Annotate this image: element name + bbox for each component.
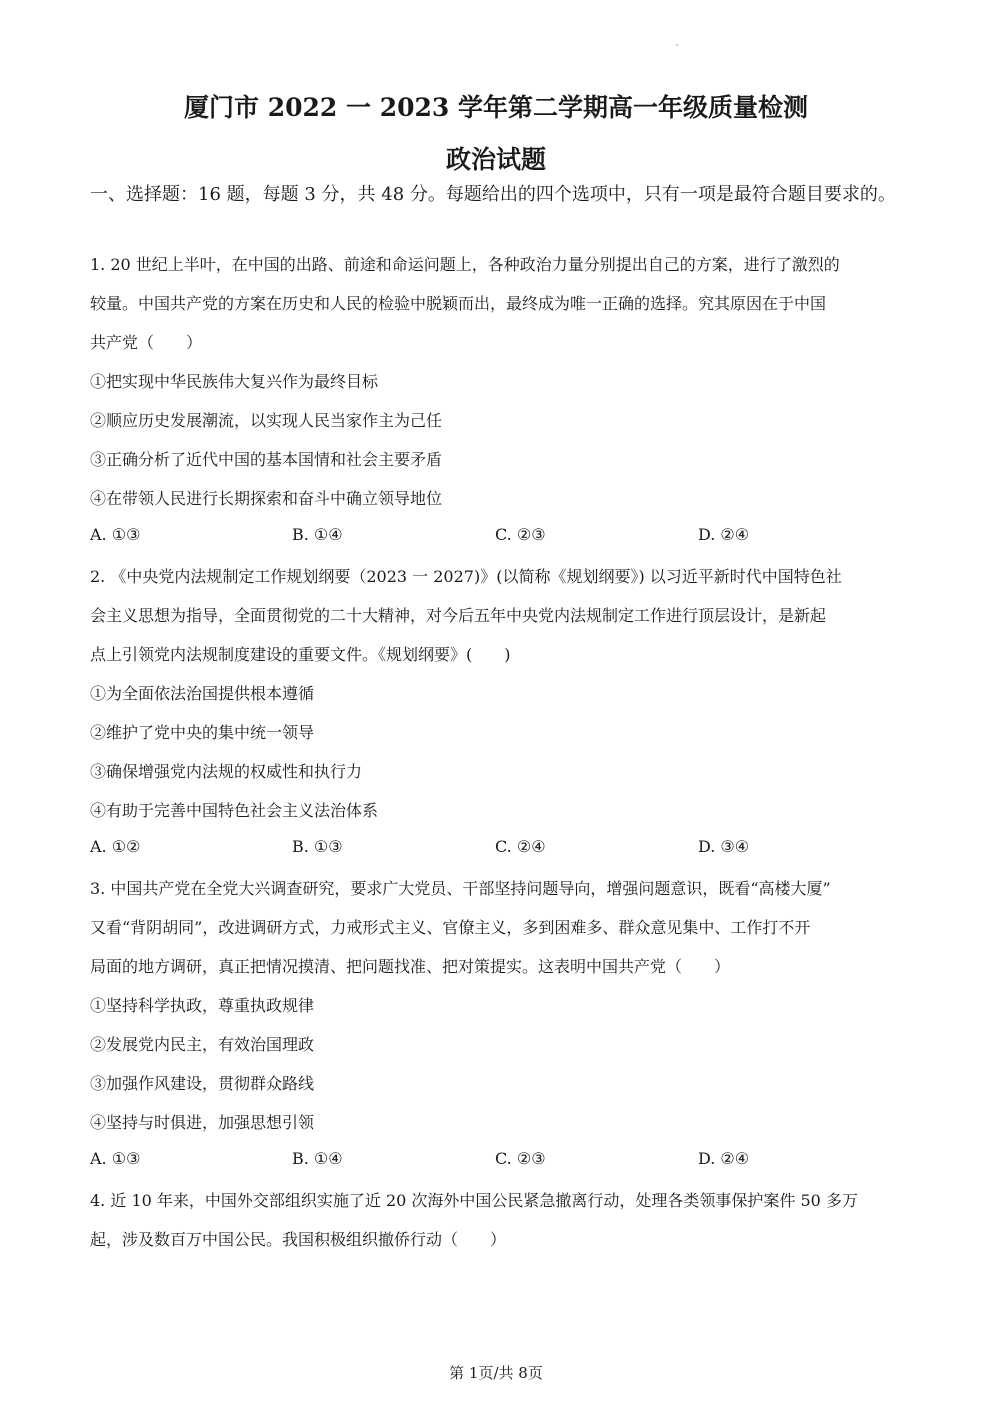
scan-speck bbox=[676, 44, 678, 46]
question-text-line: 共产党（ ） bbox=[90, 333, 203, 352]
answer-option-a: A. ①② bbox=[90, 837, 141, 856]
statement-item: ③加强作风建设，贯彻群众路线 bbox=[90, 1074, 315, 1093]
question-text-line: 起，涉及数百万中国公民。我国积极组织撤侨行动（ ） bbox=[90, 1230, 507, 1249]
question-text-line: 2. 《中央党内法规制定工作规划纲要（2023 一 2027)》(以简称《规划纲要》) 以习近平新时代中国特色社 bbox=[90, 567, 842, 586]
answer-option-a: A. ①③ bbox=[90, 525, 141, 544]
question-text-line: 点上引领党内法规制度建设的重要文件。《规划纲要》( ) bbox=[90, 645, 511, 664]
statement-item: ①坚持科学执政，尊重执政规律 bbox=[90, 996, 315, 1015]
section-heading: 一、选择题：16 题，每题 3 分，共 48 分。每题给出的四个选项中，只有一项是最符合题目要求的。 bbox=[90, 184, 896, 205]
statement-item: ②顺应历史发展潮流，以实现人民当家作主为己任 bbox=[90, 411, 443, 430]
question-text-line: 4. 近 10 年来，中国外交部组织实施了近 20 次海外中国公民紧急撤离行动，处理各类领事保护案件 50 多万 bbox=[90, 1191, 858, 1210]
exam-title: 厦门市 2022 一 2023 学年第二学期高一年级质量检测 bbox=[184, 93, 808, 122]
page-number: 第 1页/共 8页 bbox=[449, 1364, 543, 1382]
question-text-line: 3. 中国共产党在全党大兴调查研究，要求广大党员、干部坚持问题导向，增强问题意识，既看“高楼大厦” bbox=[90, 879, 831, 898]
answer-option-c: C. ②④ bbox=[495, 837, 546, 856]
answer-option-b: B. ①③ bbox=[292, 837, 343, 856]
answer-option-d: D. ③④ bbox=[698, 837, 750, 856]
statement-item: ④有助于完善中国特色社会主义法治体系 bbox=[90, 801, 379, 820]
question-text-line: 局面的地方调研，真正把情况摸清、把问题找准、把对策提实。这表明中国共产党（ ） bbox=[90, 957, 731, 976]
answer-option-d: D. ②④ bbox=[698, 1149, 750, 1168]
answer-option-c: C. ②③ bbox=[495, 525, 546, 544]
answer-option-c: C. ②③ bbox=[495, 1149, 546, 1168]
statement-item: ①为全面依法治国提供根本遵循 bbox=[90, 684, 315, 703]
answer-option-d: D. ②④ bbox=[698, 525, 750, 544]
statement-item: ④坚持与时俱进，加强思想引领 bbox=[90, 1113, 315, 1132]
statement-item: ③确保增强党内法规的权威性和执行力 bbox=[90, 762, 363, 781]
exam-subtitle: 政治试题 bbox=[445, 145, 546, 174]
statement-item: ②发展党内民主，有效治国理政 bbox=[90, 1035, 315, 1054]
answer-option-b: B. ①④ bbox=[292, 525, 343, 544]
question-text-line: 又看“背阴胡同”，改进调研方式，力戒形式主义、官僚主义，多到困难多、群众意见集中、工作打不开 bbox=[90, 918, 811, 937]
statement-item: ①把实现中华民族伟大复兴作为最终目标 bbox=[90, 372, 379, 391]
answer-option-b: B. ①④ bbox=[292, 1149, 343, 1168]
question-text-line: 较量。中国共产党的方案在历史和人民的检验中脱颖而出，最终成为唯一正确的选择。究其原因在于中国 bbox=[90, 294, 827, 313]
answer-option-a: A. ①③ bbox=[90, 1149, 141, 1168]
statement-item: ②维护了党中央的集中统一领导 bbox=[90, 723, 315, 742]
statement-item: ③正确分析了近代中国的基本国情和社会主要矛盾 bbox=[90, 450, 443, 469]
statement-item: ④在带领人民进行长期探索和奋斗中确立领导地位 bbox=[90, 489, 443, 508]
question-text-line: 1. 20 世纪上半叶，在中国的出路、前途和命运问题上，各种政治力量分别提出自己的方案，进行了激烈的 bbox=[90, 255, 840, 274]
question-text-line: 会主义思想为指导，全面贯彻党的二十大精神，对今后五年中央党内法规制定工作进行顶层设计，是新起 bbox=[90, 606, 827, 625]
